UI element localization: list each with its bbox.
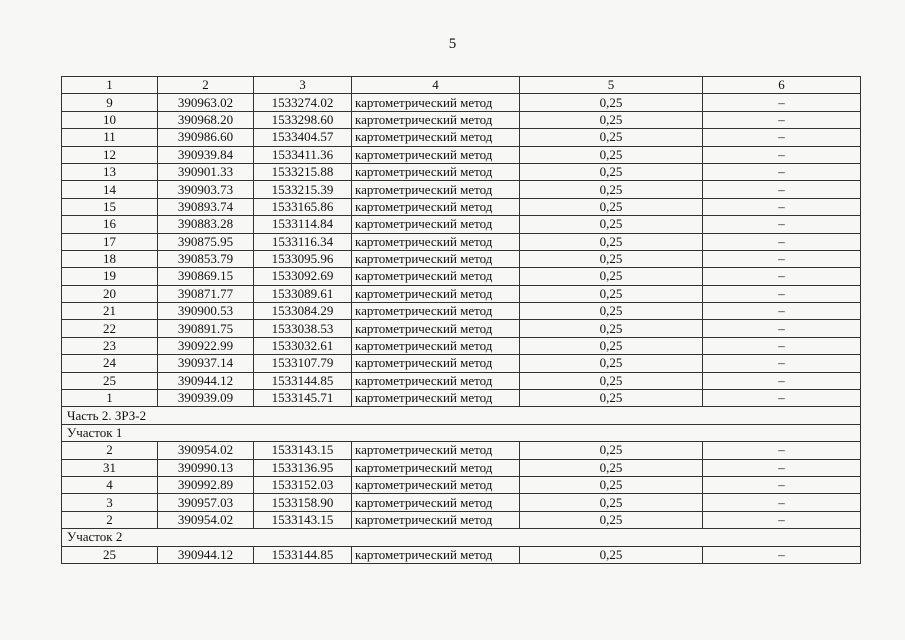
accuracy-cell: 0,25 bbox=[520, 216, 703, 233]
table-row bbox=[62, 111, 861, 128]
accuracy-cell: 0,25 bbox=[520, 198, 703, 215]
method-cell: картометрический метод bbox=[352, 442, 520, 459]
note-cell: – bbox=[703, 129, 861, 146]
accuracy-cell: 0,25 bbox=[520, 494, 703, 511]
method-cell: картометрический метод bbox=[352, 216, 520, 233]
accuracy-cell: 0,25 bbox=[520, 285, 703, 302]
point-number-cell: 19 bbox=[62, 268, 158, 285]
note-cell: – bbox=[703, 494, 861, 511]
point-number-cell: 16 bbox=[62, 216, 158, 233]
method-cell: картометрический метод bbox=[352, 546, 520, 563]
y-coordinate-cell: 1533215.88 bbox=[254, 163, 352, 180]
x-coordinate-cell: 390937.14 bbox=[158, 355, 254, 372]
header-cell: 5 bbox=[520, 77, 703, 94]
x-coordinate-cell: 390944.12 bbox=[158, 546, 254, 563]
table-row bbox=[62, 163, 861, 180]
method-cell: картометрический метод bbox=[352, 198, 520, 215]
y-coordinate-cell: 1533032.61 bbox=[254, 337, 352, 354]
method-cell: картометрический метод bbox=[352, 390, 520, 407]
y-coordinate-cell: 1533136.95 bbox=[254, 459, 352, 476]
y-coordinate-cell: 1533215.39 bbox=[254, 181, 352, 198]
method-cell: картометрический метод bbox=[352, 337, 520, 354]
table-row bbox=[62, 320, 861, 337]
section-label: Часть 2. ЗРЗ-2 bbox=[62, 407, 861, 424]
accuracy-cell: 0,25 bbox=[520, 337, 703, 354]
method-cell: картометрический метод bbox=[352, 285, 520, 302]
table-row bbox=[62, 476, 861, 493]
y-coordinate-cell: 1533411.36 bbox=[254, 146, 352, 163]
x-coordinate-cell: 390990.13 bbox=[158, 459, 254, 476]
y-coordinate-cell: 1533152.03 bbox=[254, 476, 352, 493]
method-cell: картометрический метод bbox=[352, 233, 520, 250]
note-cell: – bbox=[703, 390, 861, 407]
note-cell: – bbox=[703, 146, 861, 163]
coordinates-table-body bbox=[62, 77, 861, 564]
y-coordinate-cell: 1533089.61 bbox=[254, 285, 352, 302]
y-coordinate-cell: 1533116.34 bbox=[254, 233, 352, 250]
table-row bbox=[62, 459, 861, 476]
point-number-cell: 24 bbox=[62, 355, 158, 372]
table-row bbox=[62, 94, 861, 111]
accuracy-cell: 0,25 bbox=[520, 320, 703, 337]
note-cell: – bbox=[703, 198, 861, 215]
note-cell: – bbox=[703, 181, 861, 198]
y-coordinate-cell: 1533165.86 bbox=[254, 198, 352, 215]
accuracy-cell: 0,25 bbox=[520, 546, 703, 563]
header-row bbox=[62, 77, 861, 94]
accuracy-cell: 0,25 bbox=[520, 250, 703, 267]
x-coordinate-cell: 390939.84 bbox=[158, 146, 254, 163]
table-row bbox=[62, 337, 861, 354]
accuracy-cell: 0,25 bbox=[520, 390, 703, 407]
method-cell: картометрический метод bbox=[352, 146, 520, 163]
method-cell: картометрический метод bbox=[352, 320, 520, 337]
table-row bbox=[62, 198, 861, 215]
table-row bbox=[62, 442, 861, 459]
x-coordinate-cell: 390954.02 bbox=[158, 442, 254, 459]
accuracy-cell: 0,25 bbox=[520, 111, 703, 128]
method-cell: картометрический метод bbox=[352, 111, 520, 128]
method-cell: картометрический метод bbox=[352, 511, 520, 528]
note-cell: – bbox=[703, 268, 861, 285]
table-row bbox=[62, 146, 861, 163]
x-coordinate-cell: 390957.03 bbox=[158, 494, 254, 511]
x-coordinate-cell: 390875.95 bbox=[158, 233, 254, 250]
x-coordinate-cell: 390968.20 bbox=[158, 111, 254, 128]
accuracy-cell: 0,25 bbox=[520, 303, 703, 320]
x-coordinate-cell: 390903.73 bbox=[158, 181, 254, 198]
point-number-cell: 9 bbox=[62, 94, 158, 111]
method-cell: картометрический метод bbox=[352, 181, 520, 198]
note-cell: – bbox=[703, 94, 861, 111]
section-label: Участок 1 bbox=[62, 424, 861, 441]
accuracy-cell: 0,25 bbox=[520, 268, 703, 285]
y-coordinate-cell: 1533145.71 bbox=[254, 390, 352, 407]
section-row bbox=[62, 424, 861, 441]
y-coordinate-cell: 1533404.57 bbox=[254, 129, 352, 146]
accuracy-cell: 0,25 bbox=[520, 181, 703, 198]
method-cell: картометрический метод bbox=[352, 476, 520, 493]
note-cell: – bbox=[703, 511, 861, 528]
table-row bbox=[62, 355, 861, 372]
x-coordinate-cell: 390901.33 bbox=[158, 163, 254, 180]
x-coordinate-cell: 390944.12 bbox=[158, 372, 254, 389]
y-coordinate-cell: 1533095.96 bbox=[254, 250, 352, 267]
accuracy-cell: 0,25 bbox=[520, 476, 703, 493]
point-number-cell: 25 bbox=[62, 546, 158, 563]
point-number-cell: 2 bbox=[62, 442, 158, 459]
point-number-cell: 12 bbox=[62, 146, 158, 163]
header-cell: 6 bbox=[703, 77, 861, 94]
y-coordinate-cell: 1533114.84 bbox=[254, 216, 352, 233]
note-cell: – bbox=[703, 111, 861, 128]
x-coordinate-cell: 390900.53 bbox=[158, 303, 254, 320]
table-row bbox=[62, 303, 861, 320]
accuracy-cell: 0,25 bbox=[520, 233, 703, 250]
coordinates-table bbox=[61, 76, 861, 564]
y-coordinate-cell: 1533298.60 bbox=[254, 111, 352, 128]
x-coordinate-cell: 390883.28 bbox=[158, 216, 254, 233]
accuracy-cell: 0,25 bbox=[520, 94, 703, 111]
method-cell: картометрический метод bbox=[352, 372, 520, 389]
x-coordinate-cell: 390922.99 bbox=[158, 337, 254, 354]
point-number-cell: 13 bbox=[62, 163, 158, 180]
page-number: 5 bbox=[448, 36, 457, 52]
method-cell: картометрический метод bbox=[352, 94, 520, 111]
accuracy-cell: 0,25 bbox=[520, 511, 703, 528]
y-coordinate-cell: 1533144.85 bbox=[254, 372, 352, 389]
x-coordinate-cell: 390992.89 bbox=[158, 476, 254, 493]
point-number-cell: 15 bbox=[62, 198, 158, 215]
point-number-cell: 20 bbox=[62, 285, 158, 302]
point-number-cell: 21 bbox=[62, 303, 158, 320]
note-cell: – bbox=[703, 233, 861, 250]
note-cell: – bbox=[703, 216, 861, 233]
table-row bbox=[62, 285, 861, 302]
note-cell: – bbox=[703, 546, 861, 563]
accuracy-cell: 0,25 bbox=[520, 146, 703, 163]
point-number-cell: 25 bbox=[62, 372, 158, 389]
note-cell: – bbox=[703, 442, 861, 459]
x-coordinate-cell: 390963.02 bbox=[158, 94, 254, 111]
header-cell: 1 bbox=[62, 77, 158, 94]
y-coordinate-cell: 1533107.79 bbox=[254, 355, 352, 372]
point-number-cell: 2 bbox=[62, 511, 158, 528]
section-row bbox=[62, 407, 861, 424]
note-cell: – bbox=[703, 285, 861, 302]
table-row bbox=[62, 268, 861, 285]
accuracy-cell: 0,25 bbox=[520, 372, 703, 389]
table-row bbox=[62, 216, 861, 233]
x-coordinate-cell: 390986.60 bbox=[158, 129, 254, 146]
y-coordinate-cell: 1533158.90 bbox=[254, 494, 352, 511]
x-coordinate-cell: 390893.74 bbox=[158, 198, 254, 215]
point-number-cell: 22 bbox=[62, 320, 158, 337]
point-number-cell: 1 bbox=[62, 390, 158, 407]
note-cell: – bbox=[703, 372, 861, 389]
method-cell: картометрический метод bbox=[352, 494, 520, 511]
note-cell: – bbox=[703, 337, 861, 354]
x-coordinate-cell: 390853.79 bbox=[158, 250, 254, 267]
y-coordinate-cell: 1533143.15 bbox=[254, 442, 352, 459]
y-coordinate-cell: 1533274.02 bbox=[254, 94, 352, 111]
table-row bbox=[62, 233, 861, 250]
point-number-cell: 4 bbox=[62, 476, 158, 493]
y-coordinate-cell: 1533144.85 bbox=[254, 546, 352, 563]
accuracy-cell: 0,25 bbox=[520, 459, 703, 476]
point-number-cell: 31 bbox=[62, 459, 158, 476]
accuracy-cell: 0,25 bbox=[520, 129, 703, 146]
x-coordinate-cell: 390891.75 bbox=[158, 320, 254, 337]
note-cell: – bbox=[703, 250, 861, 267]
method-cell: картометрический метод bbox=[352, 163, 520, 180]
method-cell: картометрический метод bbox=[352, 355, 520, 372]
accuracy-cell: 0,25 bbox=[520, 163, 703, 180]
note-cell: – bbox=[703, 320, 861, 337]
point-number-cell: 23 bbox=[62, 337, 158, 354]
point-number-cell: 14 bbox=[62, 181, 158, 198]
accuracy-cell: 0,25 bbox=[520, 355, 703, 372]
x-coordinate-cell: 390939.09 bbox=[158, 390, 254, 407]
header-cell: 2 bbox=[158, 77, 254, 94]
header-cell: 3 bbox=[254, 77, 352, 94]
point-number-cell: 10 bbox=[62, 111, 158, 128]
table-row bbox=[62, 181, 861, 198]
note-cell: – bbox=[703, 163, 861, 180]
y-coordinate-cell: 1533092.69 bbox=[254, 268, 352, 285]
point-number-cell: 11 bbox=[62, 129, 158, 146]
table-row bbox=[62, 129, 861, 146]
y-coordinate-cell: 1533084.29 bbox=[254, 303, 352, 320]
point-number-cell: 3 bbox=[62, 494, 158, 511]
note-cell: – bbox=[703, 459, 861, 476]
x-coordinate-cell: 390954.02 bbox=[158, 511, 254, 528]
note-cell: – bbox=[703, 303, 861, 320]
method-cell: картометрический метод bbox=[352, 459, 520, 476]
table-row bbox=[62, 390, 861, 407]
section-label: Участок 2 bbox=[62, 529, 861, 546]
table-row bbox=[62, 372, 861, 389]
method-cell: картометрический метод bbox=[352, 250, 520, 267]
table-row bbox=[62, 494, 861, 511]
accuracy-cell: 0,25 bbox=[520, 442, 703, 459]
note-cell: – bbox=[703, 476, 861, 493]
x-coordinate-cell: 390869.15 bbox=[158, 268, 254, 285]
method-cell: картометрический метод bbox=[352, 268, 520, 285]
section-row bbox=[62, 529, 861, 546]
method-cell: картометрический метод bbox=[352, 303, 520, 320]
table-row bbox=[62, 511, 861, 528]
y-coordinate-cell: 1533038.53 bbox=[254, 320, 352, 337]
method-cell: картометрический метод bbox=[352, 129, 520, 146]
note-cell: – bbox=[703, 355, 861, 372]
table-row bbox=[62, 250, 861, 267]
table-row bbox=[62, 546, 861, 563]
point-number-cell: 18 bbox=[62, 250, 158, 267]
header-cell: 4 bbox=[352, 77, 520, 94]
y-coordinate-cell: 1533143.15 bbox=[254, 511, 352, 528]
x-coordinate-cell: 390871.77 bbox=[158, 285, 254, 302]
point-number-cell: 17 bbox=[62, 233, 158, 250]
